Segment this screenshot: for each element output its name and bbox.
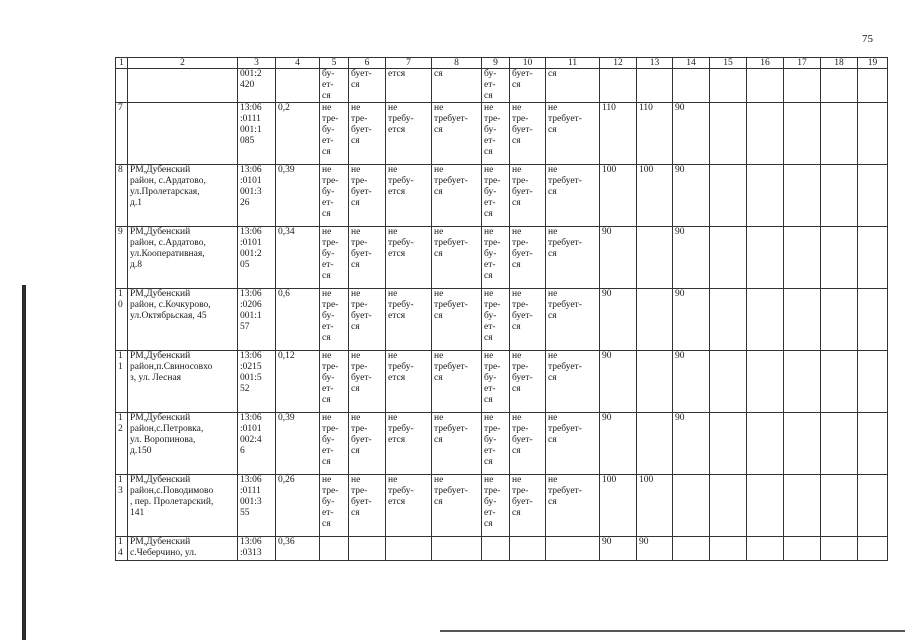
table-cell: не тре- бу- ет- ся xyxy=(320,227,349,289)
table-cell xyxy=(747,69,784,103)
table-cell xyxy=(637,351,673,413)
table-cell: ся xyxy=(432,69,482,103)
table-cell xyxy=(386,537,432,561)
header-cell: 13 xyxy=(637,58,673,69)
table-cell: не требует- ся xyxy=(546,475,600,537)
table-cell: не требу- ется xyxy=(386,289,432,351)
table-cell xyxy=(637,227,673,289)
header-cell: 8 xyxy=(432,58,482,69)
table-cell: не тре- бует- ся xyxy=(349,289,386,351)
table-cell xyxy=(673,69,710,103)
header-cell: 1 xyxy=(116,58,128,69)
table-cell xyxy=(710,69,747,103)
header-cell: 16 xyxy=(747,58,784,69)
table-row xyxy=(116,69,888,103)
table-cell: не требу- ется xyxy=(386,227,432,289)
header-cell: 5 xyxy=(320,58,349,69)
table-cell: бу- ет- ся xyxy=(482,69,510,103)
table-row xyxy=(116,475,888,537)
header-cell: 17 xyxy=(784,58,821,69)
table-cell: не требует- ся xyxy=(432,351,482,413)
table-row xyxy=(116,537,888,561)
table-cell: РМ,Дубенский район,с.Петровка, ул. Воропинова, д.150 xyxy=(128,413,238,475)
table-cell xyxy=(276,69,320,103)
table-cell: не тре- бует- ся xyxy=(349,413,386,475)
table-cell: 0,36 xyxy=(276,537,320,561)
table-cell: не требует- ся xyxy=(546,103,600,165)
table-cell: 90 xyxy=(600,351,637,413)
table-cell: 90 xyxy=(600,413,637,475)
table-cell xyxy=(821,165,858,227)
table-cell: не тре- бует- ся xyxy=(349,103,386,165)
table-cell xyxy=(710,227,747,289)
table-cell: не тре- бу- ет- ся xyxy=(482,413,510,475)
header-cell: 15 xyxy=(710,58,747,69)
table-cell: 13:06 :0101 001:2 05 xyxy=(238,227,276,289)
table-cell: 100 xyxy=(637,475,673,537)
header-cell: 6 xyxy=(349,58,386,69)
table-cell: 90 xyxy=(673,413,710,475)
table-cell: 1 1 xyxy=(116,351,128,413)
table-cell xyxy=(821,475,858,537)
table-cell: 1 2 xyxy=(116,413,128,475)
table-cell xyxy=(784,69,821,103)
table-cell: бует- ся xyxy=(510,69,546,103)
table-cell: 90 xyxy=(673,351,710,413)
page-number: 75 xyxy=(862,33,873,45)
table-cell xyxy=(637,413,673,475)
table-cell xyxy=(747,475,784,537)
table-cell: не тре- бует- ся xyxy=(349,475,386,537)
table-cell xyxy=(858,165,888,227)
table-cell xyxy=(747,537,784,561)
table-cell: не тре- бует- ся xyxy=(510,351,546,413)
table-cell: 13:06 :0111 001:3 55 xyxy=(238,475,276,537)
table-cell: РМ,Дубенский район, с.Ардатово, ул.Кооперативная, д.8 xyxy=(128,227,238,289)
table-cell: 0,2 xyxy=(276,103,320,165)
table-cell: не требует- ся xyxy=(432,475,482,537)
table-cell: 90 xyxy=(600,289,637,351)
table-cell: 90 xyxy=(600,537,637,561)
table-cell: 13:06 :0313 xyxy=(238,537,276,561)
table-cell: не требует- ся xyxy=(432,413,482,475)
table-cell: не тре- бу- ет- ся xyxy=(482,289,510,351)
header-cell: 14 xyxy=(673,58,710,69)
table-cell xyxy=(747,413,784,475)
table-cell: 0,34 xyxy=(276,227,320,289)
table-cell xyxy=(858,537,888,561)
table-cell: не требует- ся xyxy=(432,289,482,351)
table-cell: 13:06 :0101 002:4 6 xyxy=(238,413,276,475)
table-cell: не требу- ется xyxy=(386,351,432,413)
table-cell xyxy=(747,289,784,351)
table-cell: 90 xyxy=(637,537,673,561)
table-cell: 1 0 xyxy=(116,289,128,351)
table-cell xyxy=(432,537,482,561)
table-row xyxy=(116,103,888,165)
table-cell: не требует- ся xyxy=(432,103,482,165)
table-cell: 90 xyxy=(673,227,710,289)
table-cell: 100 xyxy=(637,165,673,227)
table-cell xyxy=(128,103,238,165)
table-cell xyxy=(821,537,858,561)
table-cell: 7 xyxy=(116,103,128,165)
scan-bottom-line xyxy=(440,630,905,632)
table-cell: не тре- бу- ет- ся xyxy=(482,475,510,537)
table-cell: не тре- бует- ся xyxy=(349,351,386,413)
header-cell: 4 xyxy=(276,58,320,69)
table-cell xyxy=(747,103,784,165)
table-cell: 0,39 xyxy=(276,165,320,227)
table-cell xyxy=(637,69,673,103)
register-table xyxy=(115,57,888,561)
table-cell: бует- ся xyxy=(349,69,386,103)
table-cell: 13:06 :0101 001:3 26 xyxy=(238,165,276,227)
table-cell: не тре- бует- ся xyxy=(510,103,546,165)
table-cell: 13:06 :0206 001:1 57 xyxy=(238,289,276,351)
table-cell xyxy=(637,289,673,351)
table-cell: не тре- бу- ет- ся xyxy=(320,103,349,165)
table-cell xyxy=(821,69,858,103)
header-cell: 2 xyxy=(128,58,238,69)
table-cell: 90 xyxy=(600,227,637,289)
table-cell xyxy=(858,227,888,289)
table-cell xyxy=(784,289,821,351)
table-cell xyxy=(710,475,747,537)
scan-edge-bar xyxy=(22,285,26,640)
table-cell: 13:06 :0111 001:1 085 xyxy=(238,103,276,165)
table-cell: не требует- ся xyxy=(546,165,600,227)
table-cell xyxy=(784,537,821,561)
table-cell xyxy=(349,537,386,561)
table-cell: не тре- бует- ся xyxy=(510,289,546,351)
table-cell: не требу- ется xyxy=(386,413,432,475)
table-cell xyxy=(710,351,747,413)
table-cell xyxy=(747,351,784,413)
table-cell xyxy=(128,69,238,103)
table-cell: 110 xyxy=(637,103,673,165)
table-cell: не требу- ется xyxy=(386,103,432,165)
table-cell: не тре- бу- ет- ся xyxy=(320,413,349,475)
table-cell: не тре- бу- ет- ся xyxy=(320,475,349,537)
table-cell: не требует- ся xyxy=(546,227,600,289)
table-cell xyxy=(784,165,821,227)
table-cell xyxy=(600,69,637,103)
table-cell xyxy=(710,413,747,475)
table-cell xyxy=(858,69,888,103)
table-cell xyxy=(784,227,821,289)
table-cell: не тре- бу- ет- ся xyxy=(320,351,349,413)
table-cell: РМ,Дубенский с.Чеберчино, ул. xyxy=(128,537,238,561)
table-cell: 0,6 xyxy=(276,289,320,351)
table-cell: бу- ет- ся xyxy=(320,69,349,103)
table-row xyxy=(116,413,888,475)
table-cell xyxy=(510,537,546,561)
table-cell: 0,12 xyxy=(276,351,320,413)
table-cell: не тре- бует- ся xyxy=(510,165,546,227)
table-row xyxy=(116,289,888,351)
table-cell: не требует- ся xyxy=(546,413,600,475)
table-cell xyxy=(784,103,821,165)
header-cell: 10 xyxy=(510,58,546,69)
table-cell: не тре- бует- ся xyxy=(510,475,546,537)
table-cell xyxy=(784,351,821,413)
table-cell: 100 xyxy=(600,475,637,537)
header-cell: 3 xyxy=(238,58,276,69)
table-cell xyxy=(710,103,747,165)
table-cell: 13:06 :0215 001:5 52 xyxy=(238,351,276,413)
table-cell: РМ,Дубенский район,п.Свиносовхо з, ул. Лесная xyxy=(128,351,238,413)
table-cell xyxy=(710,537,747,561)
table-cell: РМ,Дубенский район, с.Ардатово, ул.Пролетарская, д.1 xyxy=(128,165,238,227)
table-cell xyxy=(116,69,128,103)
table-cell: не требует- ся xyxy=(432,227,482,289)
table-cell: ся xyxy=(546,69,600,103)
table-cell: 110 xyxy=(600,103,637,165)
table-row xyxy=(116,165,888,227)
table-cell xyxy=(858,103,888,165)
table-cell: 9 xyxy=(116,227,128,289)
table-cell: не тре- бу- ет- ся xyxy=(482,165,510,227)
table-cell xyxy=(858,475,888,537)
table-row xyxy=(116,351,888,413)
table-row xyxy=(116,227,888,289)
table-cell xyxy=(858,413,888,475)
table-cell xyxy=(710,165,747,227)
table-cell: не тре- бу- ет- ся xyxy=(482,227,510,289)
table-cell: 1 4 xyxy=(116,537,128,561)
table-cell: не требует- ся xyxy=(546,351,600,413)
table-cell xyxy=(784,475,821,537)
header-cell: 7 xyxy=(386,58,432,69)
table-cell xyxy=(546,537,600,561)
table-cell xyxy=(858,289,888,351)
table-cell: не тре- бует- ся xyxy=(349,227,386,289)
table-cell: 1 3 xyxy=(116,475,128,537)
table-cell: не тре- бует- ся xyxy=(349,165,386,227)
table-cell: не тре- бует- ся xyxy=(510,413,546,475)
table-cell: не требу- ется xyxy=(386,165,432,227)
header-cell: 9 xyxy=(482,58,510,69)
header-row xyxy=(116,58,888,69)
table-cell: РМ,Дубенский район, с.Кочкурово, ул.Октябрьская, 45 xyxy=(128,289,238,351)
table-cell xyxy=(710,289,747,351)
table-cell: 90 xyxy=(673,103,710,165)
table-cell xyxy=(673,537,710,561)
table-cell xyxy=(747,227,784,289)
table-cell: 0,39 xyxy=(276,413,320,475)
table-cell: 001:2 420 xyxy=(238,69,276,103)
table-cell xyxy=(673,475,710,537)
table-cell: ется xyxy=(386,69,432,103)
table-cell: 0,26 xyxy=(276,475,320,537)
table-cell: не требует- ся xyxy=(432,165,482,227)
header-cell: 12 xyxy=(600,58,637,69)
table-cell: не тре- бу- ет- ся xyxy=(320,165,349,227)
table-cell: не тре- бует- ся xyxy=(510,227,546,289)
table-cell: РМ,Дубенский район,с.Поводимово , пер. Пролетарский, 141 xyxy=(128,475,238,537)
table-cell xyxy=(821,227,858,289)
table-cell: 100 xyxy=(600,165,637,227)
header-cell: 18 xyxy=(821,58,858,69)
header-cell: 11 xyxy=(546,58,600,69)
table-cell: 90 xyxy=(673,165,710,227)
table-cell: не требу- ется xyxy=(386,475,432,537)
table-cell xyxy=(821,103,858,165)
table-cell: не тре- бу- ет- ся xyxy=(482,351,510,413)
table-cell: не требует- ся xyxy=(546,289,600,351)
table-cell xyxy=(784,413,821,475)
table-cell xyxy=(858,351,888,413)
table-cell xyxy=(747,165,784,227)
table-cell xyxy=(482,537,510,561)
table-cell xyxy=(320,537,349,561)
table-cell: не тре- бу- ет- ся xyxy=(482,103,510,165)
table-cell: 8 xyxy=(116,165,128,227)
table-cell xyxy=(821,351,858,413)
header-cell: 19 xyxy=(858,58,888,69)
table-cell xyxy=(821,289,858,351)
table-cell: 90 xyxy=(673,289,710,351)
table-cell xyxy=(821,413,858,475)
table-cell: не тре- бу- ет- ся xyxy=(320,289,349,351)
